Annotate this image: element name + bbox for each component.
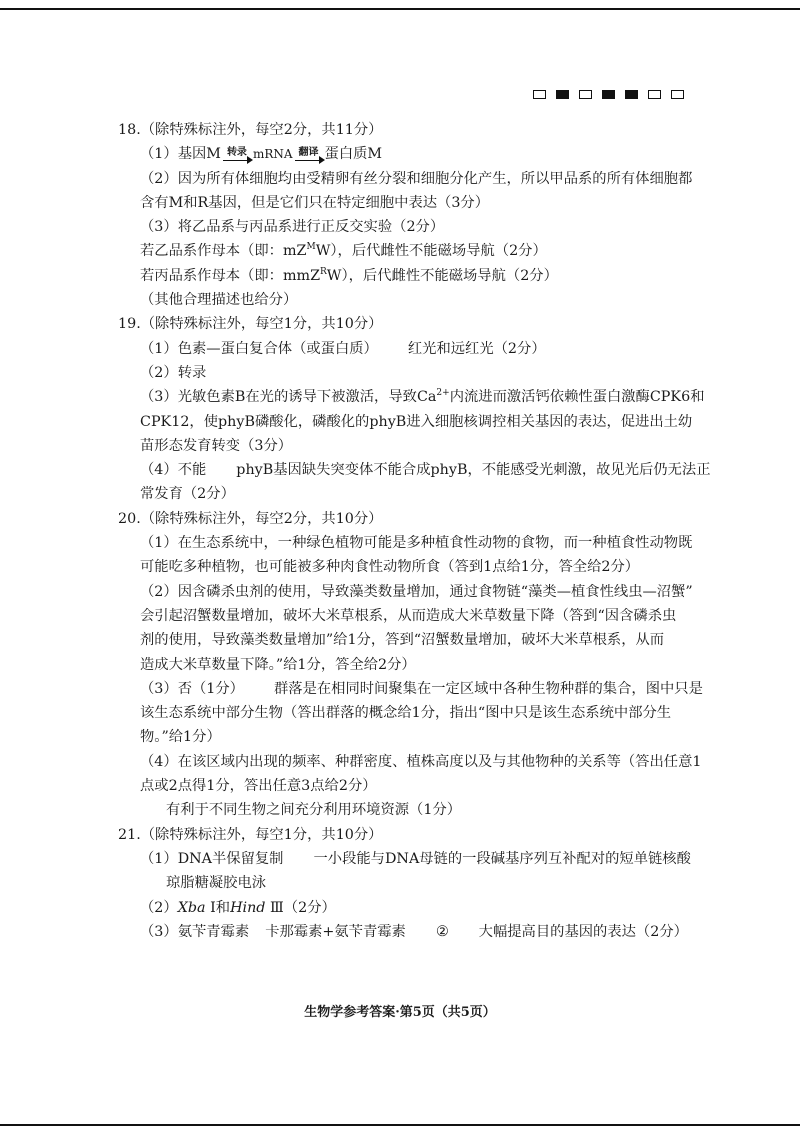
enzyme-name: Xba [177, 899, 206, 916]
q21-part2 [140, 896, 698, 920]
q21-part1-line1 [140, 847, 698, 871]
q18-part2-line2: 含有M和R基因，但是它们只在特定细胞中表达（3分） [140, 194, 490, 211]
text-segment: （3）光敏色素B在光的诱导下被激活，导致Ca [140, 389, 437, 406]
text-segment: 卡那霉素+氨苄青霉素 [265, 923, 406, 940]
text-segment: ② [435, 923, 449, 940]
text-segment: （1）色素—蛋白复合体（或蛋白质） [140, 340, 378, 357]
mrna-label: mRNA [252, 147, 293, 162]
page-marks [533, 90, 684, 99]
enzyme-name: Hind [230, 899, 266, 916]
text-segment: 群落是在相同时间聚集在一定区域中各种生物种群的集合，图中只是 [273, 680, 703, 697]
superscript: M [306, 242, 316, 253]
translation-arrow [295, 148, 323, 161]
text-segment: 若乙品系作母本（即：mZ [140, 243, 307, 260]
text-segment: （2） [140, 899, 178, 916]
translation-label: 翻译 [298, 146, 319, 158]
text-segment: Ⅲ（2分） [265, 899, 336, 916]
q18-part1 [140, 142, 698, 166]
q20-part4-line1: （4）在该区域内出现的频率、种群密度、植株高度以及与其他物种的关系等（答出任意1 [140, 753, 702, 770]
q21-part3 [140, 920, 698, 944]
text-segment: （3）否（1分） [140, 680, 244, 697]
mark-filled-icon [602, 90, 615, 99]
text-segment: 若丙品系作母本（即：mmZ [140, 267, 321, 284]
q19-part1 [140, 337, 698, 361]
text-segment: （4）不能 [140, 462, 207, 479]
mark-empty-icon [579, 90, 592, 99]
q18-note: （其他合理描述也给分） [140, 292, 298, 309]
q20-part1-line1: （1）在生态系统中，一种绿色植物可能是多种植食性动物的食物，而一种植食性动物既 [140, 535, 693, 552]
q19-part4-line1 [140, 458, 711, 482]
q20-part2-line4: 造成大米草数量下降。”给1分，答全给2分） [140, 656, 416, 673]
mark-empty-icon [648, 90, 661, 99]
q19-part3-line3: 苗形态发育转变（3分） [140, 437, 293, 454]
q18-part3: （3）将乙品系与丙品系进行正反交实验（2分） [140, 219, 445, 236]
q18-part2-line1: （2）因为所有体细胞均由受精卵有丝分裂和细胞分化产生，所以甲品系的所有体细胞都 [140, 170, 693, 187]
q20-part4-line3: 有利于不同生物之间充分利用环境资源（1分） [166, 802, 462, 819]
q19-part4-line2: 常发育（2分） [140, 486, 235, 503]
text-segment: W），后代雌性不能磁场导航（2分） [315, 243, 547, 260]
mark-filled-icon [556, 90, 569, 99]
q21-title: 21.（除特殊标注外，每空1分，共10分） [118, 826, 383, 843]
q20-part3-line2: 该生态系统中部分生物（答出群落的概念给1分，指出“图中只是该生态系统中部分生 [140, 705, 672, 722]
answer-content [118, 118, 711, 944]
arrow-right-icon [295, 160, 323, 161]
text-segment: 内流进而激活钙依赖性蛋白激酶CPK6和 [449, 389, 705, 406]
mark-empty-icon [533, 90, 546, 99]
text-segment: （3）氨苄青霉素 [140, 923, 250, 940]
q20-part3-line3: 物。”给1分） [140, 729, 221, 746]
text-segment: W），后代雌性不能磁场导航（2分） [326, 267, 558, 284]
q19-part3-line1 [140, 385, 705, 409]
q18-title: 18.（除特殊标注外，每空2分，共11分） [118, 122, 383, 138]
q20-part2-line1: （2）因含磷杀虫剂的使用，导致藻类数量增加，通过食物链“藻类—植食性线虫—沼蟹” [140, 583, 693, 600]
text-segment: 一小段能与DNA母链的一段碱基序列互补配对的短单链核酸 [313, 850, 691, 867]
q19-part3-line2: CPK12，使phyB磷酸化，磷酸化的phyB进入细胞核调控相关基因的表达，促进出土幼 [140, 413, 693, 430]
q20-title: 20.（除特殊标注外，每空2分，共10分） [118, 510, 383, 527]
text-segment: （1）DNA半保留复制 [140, 850, 284, 867]
text-segment: 大幅提高目的基因的表达（2分） [478, 923, 688, 940]
bottom-rule [0, 1124, 800, 1126]
superscript: R [320, 267, 327, 278]
page-footer: 生物学参考答案·第5页（共5页） [304, 1005, 496, 1020]
text-segment: 红光和远红光（2分） [407, 340, 546, 357]
q18-part3-case2 [140, 264, 698, 288]
text-segment: phyB基因缺失突变体不能合成phyB，不能感受光刺激，故见光后仍无法正 [236, 462, 711, 479]
protein-label: 蛋白质M [324, 146, 383, 163]
q20-part4-line2: 点或2点得1分，答出任意3点给2分） [140, 778, 377, 795]
q19-part2: （2）转录 [140, 364, 207, 381]
transcription-label: 转录 [226, 146, 247, 158]
q21-part1-line2: 琼脂糖凝胶电泳 [166, 875, 267, 892]
q19-title: 19.（除特殊标注外，每空1分，共10分） [118, 316, 383, 333]
arrow-right-icon [223, 160, 251, 161]
mark-empty-icon [671, 90, 684, 99]
q20-part2-line3: 剂的使用，导致藻类数量增加”给1分，答到“沼蟹数量增加，破坏大米草根系，从而 [140, 632, 665, 649]
q20-part1-line2: 可能吃多种植物，也可能被多种肉食性动物所食（答到1点给1分，答全给2分） [140, 559, 640, 576]
mark-filled-icon [625, 90, 638, 99]
q18-part3-case1 [140, 239, 698, 263]
q20-part2-line2: 会引起沼蟹数量增加，破坏大米草根系，从而造成大米草数量下降（答到“因含磷杀虫 [140, 607, 677, 624]
q20-part3-line1 [140, 677, 703, 701]
superscript: 2+ [436, 388, 450, 399]
transcription-arrow [223, 148, 251, 161]
text-segment: Ⅰ和 [205, 899, 231, 916]
top-rule [0, 8, 800, 10]
gene-label: （1）基因M [140, 146, 221, 163]
